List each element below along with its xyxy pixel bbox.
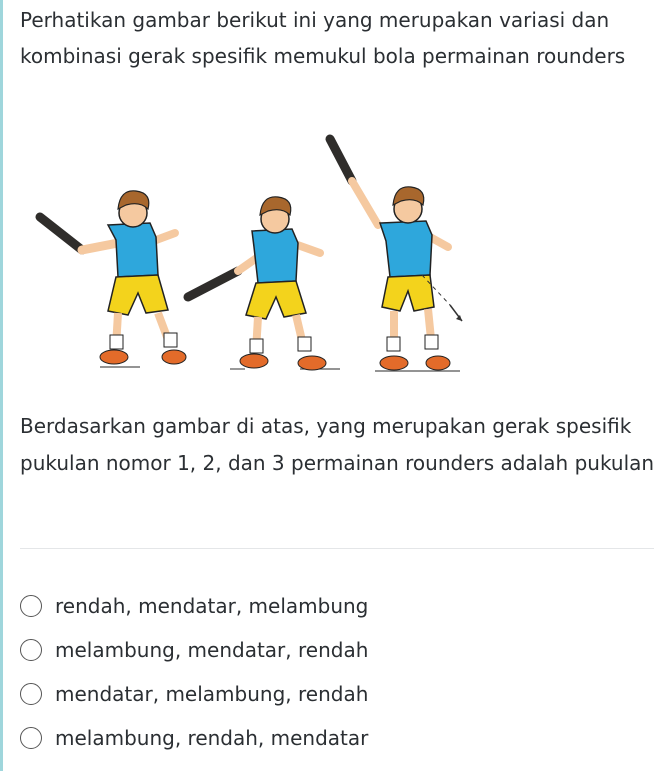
answer-option-label: mendatar, melambung, rendah	[55, 682, 369, 706]
radio-button[interactable]	[20, 595, 42, 617]
question-prompt: Berdasarkan gambar di atas, yang merupakan gerak spesifik pukulan nomor 1, 2, dan 3 permainan rounders adalah pukulan	[20, 414, 655, 475]
answer-option-a[interactable]	[20, 584, 660, 628]
player-1-figure	[40, 191, 186, 364]
question-intro: Perhatikan gambar berikut ini yang merupakan variasi dan kombinasi gerak spesifik memukul bola permainan rounders	[20, 8, 626, 68]
divider	[20, 548, 654, 549]
answer-option-b[interactable]	[20, 628, 660, 672]
radio-button[interactable]	[20, 639, 42, 661]
answer-option-label: rendah, mendatar, melambung	[55, 594, 369, 618]
answer-option-label: melambung, mendatar, rendah	[55, 638, 369, 662]
left-accent-bar	[0, 0, 3, 771]
answer-option-c[interactable]	[20, 672, 660, 716]
answer-option-label: melambung, rendah, mendatar	[55, 726, 369, 750]
answer-option-d[interactable]	[20, 716, 660, 760]
radio-button[interactable]	[20, 727, 42, 749]
player-2-figure	[188, 197, 326, 370]
radio-button[interactable]	[20, 683, 42, 705]
answer-options	[20, 584, 660, 760]
player-3-figure	[330, 139, 462, 370]
rounders-illustration	[30, 125, 490, 385]
